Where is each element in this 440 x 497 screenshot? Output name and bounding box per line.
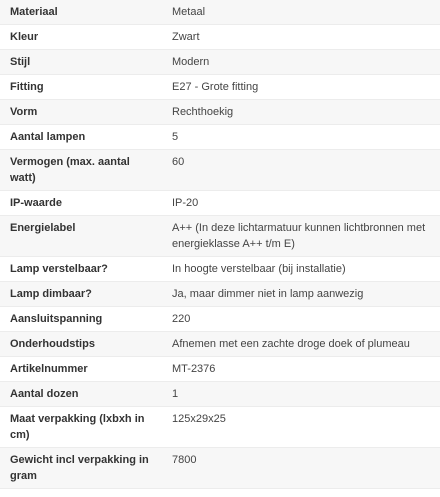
spec-row-gewicht	[0, 448, 440, 489]
spec-value: Modern	[162, 50, 440, 75]
spec-label: Artikelnummer	[0, 357, 162, 382]
spec-value: In hoogte verstelbaar (bij installatie)	[162, 257, 440, 282]
spec-label: Kleur	[0, 25, 162, 50]
spec-label: Vermogen (max. aantal watt)	[0, 150, 162, 191]
spec-label: Vorm	[0, 100, 162, 125]
spec-row-energielabel	[0, 216, 440, 257]
spec-value: 7800	[162, 448, 440, 489]
spec-label: Lamp dimbaar?	[0, 282, 162, 307]
spec-row-ip-waarde	[0, 191, 440, 216]
spec-row-lamp-dimbaar	[0, 282, 440, 307]
spec-value: E27 - Grote fitting	[162, 75, 440, 100]
spec-label: Aansluitspanning	[0, 307, 162, 332]
spec-label: Materiaal	[0, 0, 162, 25]
spec-label: Lamp verstelbaar?	[0, 257, 162, 282]
spec-label: Aantal dozen	[0, 382, 162, 407]
spec-row-vorm	[0, 100, 440, 125]
spec-value: Ja, maar dimmer niet in lamp aanwezig	[162, 282, 440, 307]
spec-value: MT-2376	[162, 357, 440, 382]
spec-row-kleur	[0, 25, 440, 50]
spec-value: 1	[162, 382, 440, 407]
spec-label: Aantal lampen	[0, 125, 162, 150]
spec-label: Onderhoudstips	[0, 332, 162, 357]
spec-row-materiaal	[0, 0, 440, 25]
spec-label: Fitting	[0, 75, 162, 100]
spec-value: 125x29x25	[162, 407, 440, 448]
spec-row-lamp-verstelbaar	[0, 257, 440, 282]
spec-row-onderhoudstips	[0, 332, 440, 357]
spec-row-stijl	[0, 50, 440, 75]
spec-label: IP-waarde	[0, 191, 162, 216]
spec-value: A++ (In deze lichtarmatuur kunnen lichtbronnen met energieklasse A++ t/m E)	[162, 216, 440, 257]
spec-row-aantal-dozen	[0, 382, 440, 407]
spec-value: 220	[162, 307, 440, 332]
spec-value: IP-20	[162, 191, 440, 216]
spec-value: 5	[162, 125, 440, 150]
spec-row-fitting	[0, 75, 440, 100]
spec-row-aansluitspanning	[0, 307, 440, 332]
spec-row-aantal-lampen	[0, 125, 440, 150]
spec-value: Metaal	[162, 0, 440, 25]
spec-value: 60	[162, 150, 440, 191]
spec-value: Rechthoekig	[162, 100, 440, 125]
spec-label: Energielabel	[0, 216, 162, 257]
spec-value: Afnemen met een zachte droge doek of plumeau	[162, 332, 440, 357]
spec-label: Stijl	[0, 50, 162, 75]
spec-row-vermogen	[0, 150, 440, 191]
spec-label: Maat verpakking (lxbxh in cm)	[0, 407, 162, 448]
spec-label: Gewicht incl verpakking in gram	[0, 448, 162, 489]
spec-row-artikelnummer	[0, 357, 440, 382]
spec-row-maat-verpakking	[0, 407, 440, 448]
spec-value: Zwart	[162, 25, 440, 50]
